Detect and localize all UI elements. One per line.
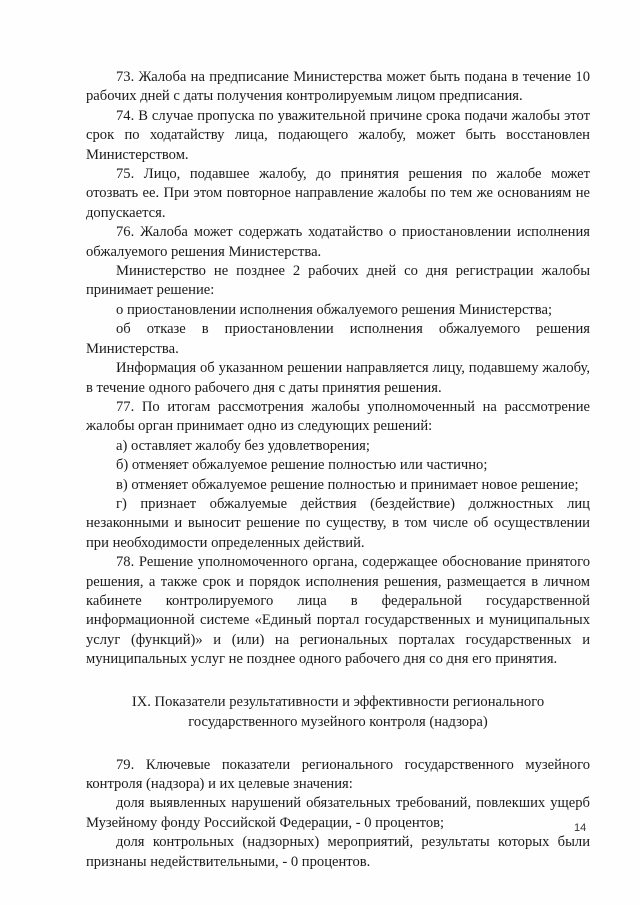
section-heading xyxy=(86,692,590,732)
section-heading-line-1: IX. Показатели результативности и эффективности регионального xyxy=(131,693,545,710)
paragraph-77-g: г) признает обжалуемые действия (бездействие) должностных лиц незаконными и выносит решение по существу, в том числе об осуществлении при необходимости определенных действий. xyxy=(86,495,590,551)
paragraph-79: 79. Ключевые показатели регионального государственного музейного контроля (надзора) и их целевые значения: xyxy=(86,756,590,792)
paragraph-76-option-refuse: об отказе в приостановлении исполнения обжалуемого решения Министерства. xyxy=(86,321,590,357)
paragraph-77-v: в) отменяет обжалуемое решение полностью и принимает новое решение; xyxy=(116,476,579,493)
paragraph-77-b: б) отменяет обжалуемое решение полностью или частично; xyxy=(116,457,488,474)
paragraph-73: 73. Жалоба на предписание Министерства может быть подана в течение 10 рабочих дней с даты получения контролируемым лицом предписания. xyxy=(86,69,590,105)
paragraph-76-info: Информация об указанном решении направляется лицу, подавшему жалобу, в течение одного рабочего дня с даты принятия решения. xyxy=(86,360,590,396)
paragraph-76: 76. Жалоба может содержать ходатайство о приостановлении исполнения обжалуемого решения Министерства. xyxy=(86,224,590,260)
paragraph-74: 74. В случае пропуска по уважительной причине срока подачи жалобы этот срок по ходатайству лица, подающего жалобу, может быть восстановлен Министерством. xyxy=(86,107,590,163)
paragraph-75: 75. Лицо, подавшее жалобу, до принятия решения по жалобе может отозвать ее. При этом повторное направление жалобы по тем же основаниям не допускается. xyxy=(86,166,590,221)
page-number: 14 xyxy=(574,822,587,834)
paragraph-78: 78. Решение уполномоченного органа, содержащее обоснование принятого решения, а также срок и порядок исполнения решения, размещается в личном кабинете контролируемого лица в федеральной государственной информационной системе «Единый портал государственных и муниципальных услуг (функций)» и (или) на региональных порталах государственных и муниципальных услуг не позднее одного рабочего дня со дня его принятия. xyxy=(86,554,590,668)
paragraph-76-option-suspend: о приостановлении исполнения обжалуемого решения Министерства; xyxy=(116,301,553,318)
section-heading-line-2: государственного музейного контроля (надзора) xyxy=(188,713,488,730)
paragraph-77: 77. По итогам рассмотрения жалобы уполномоченный на рассмотрение жалобы орган принимает одно из следующих решений: xyxy=(86,398,590,435)
paragraph-76-decision: Министерство не позднее 2 рабочих дней со дня регистрации жалобы принимает решение: xyxy=(86,263,590,299)
paragraph-79-indicator-1: доля выявленных нарушений обязательных требований, повлекших ущерб Музейному фонду Российской Федерации, - 0 процентов; xyxy=(86,795,590,831)
document-body xyxy=(86,68,590,872)
paragraph-77-a: а) оставляет жалобу без удовлетворения; xyxy=(116,437,370,454)
paragraph-79-indicator-2: доля контрольных (надзорных) мероприятий, результаты которых были признаны недействительными, - 0 процентов. xyxy=(86,834,590,870)
